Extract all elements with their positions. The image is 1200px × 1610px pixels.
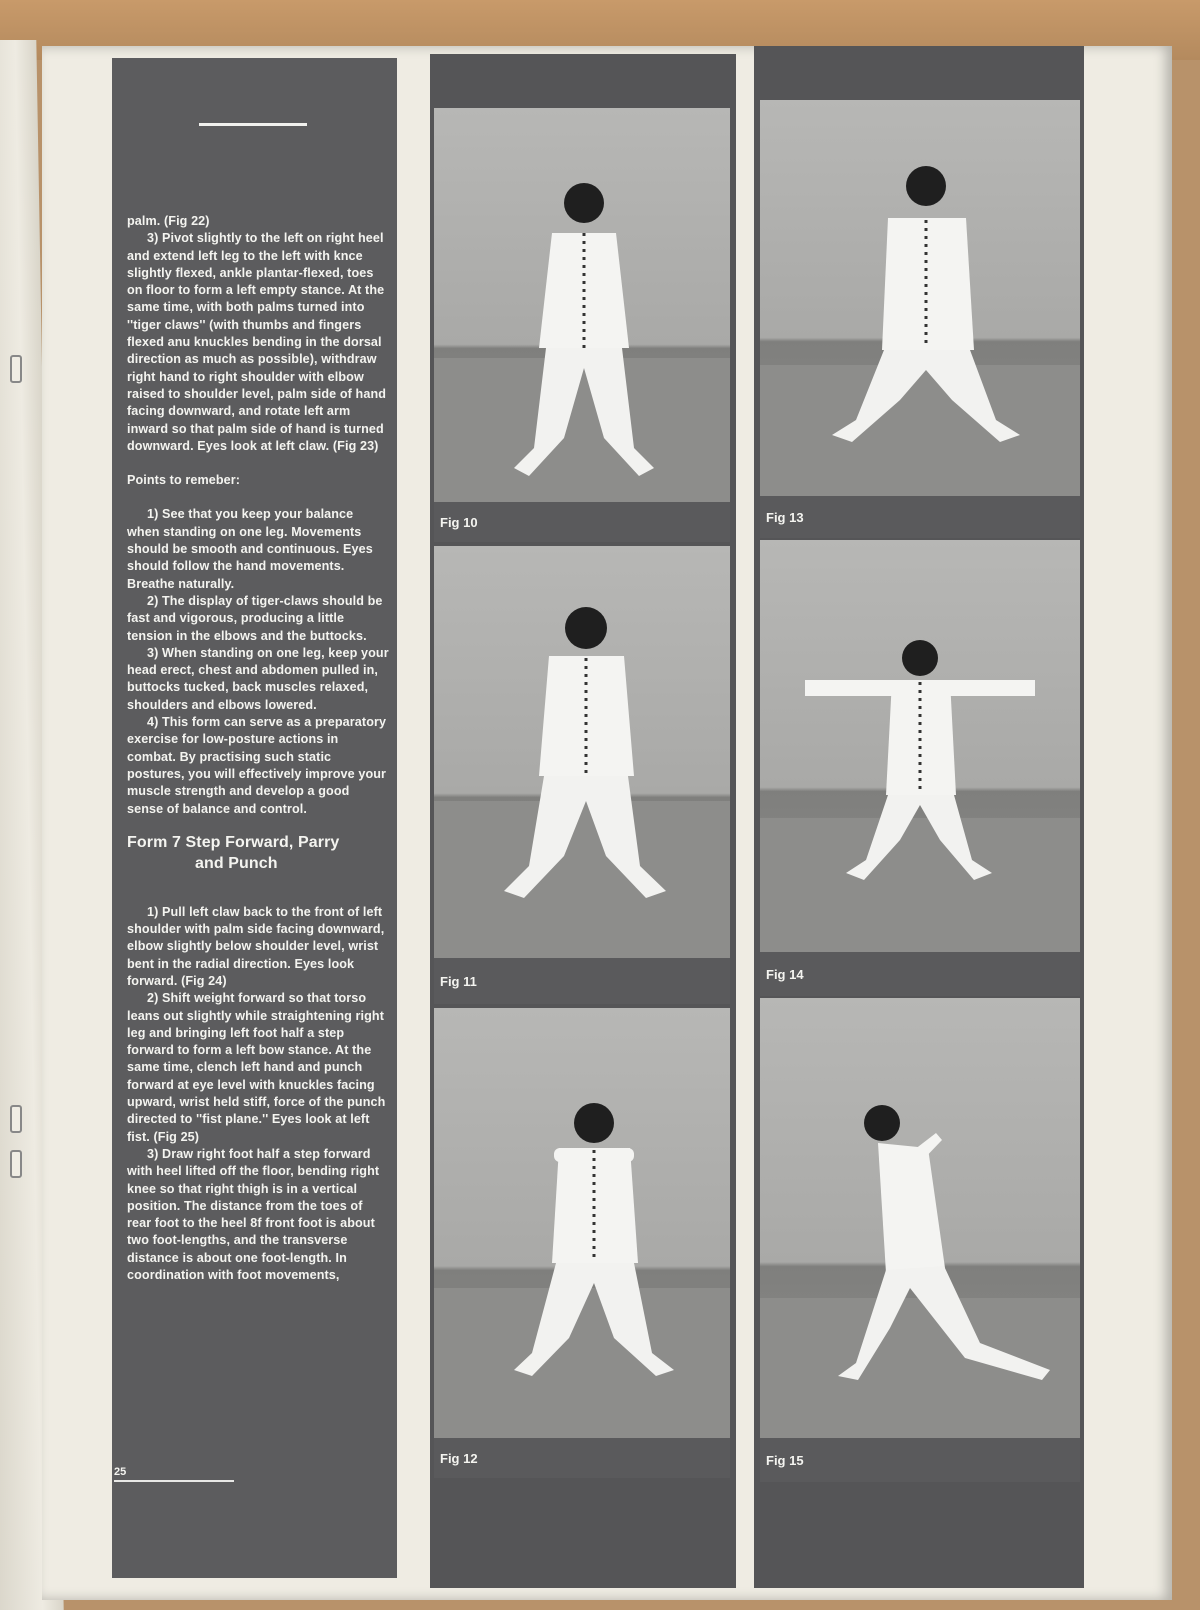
paragraph: 3) Pivot slightly to the left on right heel and extend left leg to the left with knce slightly flexed, ankle plantar-flexed, toes on floor to form a left empty stance. At the same time, with both palms turned into ''tiger claws'' (with thumbs and fingers flexed anu knuckles bending in the dorsal direction as much as possible), withdraw right hand to right shoulder with elbow raised to shoulder level, palm side of hand facing downward, and rotate left arm inward so that palm side of hand is turned downward. Eyes look at left claw. (Fig 23)	[127, 231, 387, 453]
figure-illustration	[434, 546, 730, 958]
figure-illustration	[760, 998, 1080, 1438]
figure-caption: Fig 15	[760, 1438, 1080, 1482]
figure-caption: Fig 10	[434, 502, 730, 542]
header-rule	[199, 123, 307, 126]
paragraph: 1) Pull left claw back to the front of left shoulder with palm side facing downward, elbow slightly below shoulder level, wrist bent in the radial direction. Eyes look forward. (Fig 24)	[127, 904, 385, 988]
paragraph: 4) This form can serve as a preparatory exercise for low-posture actions in combat. By practising such static postures, you will effectively improve your muscle strength and develop a good sense of balance and control.	[127, 715, 387, 816]
body-text	[127, 213, 389, 1284]
figure-caption: Fig 13	[760, 496, 1080, 538]
figure-caption: Fig 11	[434, 958, 730, 1004]
text-column	[112, 58, 397, 1578]
form-heading-line2: and Punch	[195, 854, 278, 872]
paragraph: 2) Shift weight forward so that torso leans out slightly while straightening right leg and bringing left foot half a step forward to form a left bow stance. At the same time, clench left hand and punch forward at eye level with knuckles facing upward, wrist held stiff, force of the punch directed to ''fist plane.'' Eyes look at left fist. (Fig 25)	[127, 991, 386, 1144]
page-number-rule	[114, 1480, 234, 1482]
figure-photo	[760, 100, 1080, 496]
figure-illustration	[434, 1008, 730, 1438]
points-heading: Points to remeber:	[127, 473, 241, 488]
paragraph: palm. (Fig 22)	[127, 214, 210, 228]
figure-illustration	[434, 108, 730, 502]
figure-photo	[434, 108, 730, 502]
paragraph: 3) Draw right foot half a step forward with heel lifted off the floor, bending right knee so that right thigh is in a vertical position. The distance from the toes of rear foot to the heel 8f front foot is about two foot-lengths, and the transverse distance is about one foot-length. In coordination with foot movements,	[127, 1146, 380, 1283]
form-heading	[127, 832, 389, 874]
paragraph: 3) When standing on one leg, keep your head erect, chest and abdomen pulled in, buttocks tucked, back muscles relaxed, shoulders and elbows lowered.	[127, 645, 389, 712]
binding-mark	[10, 1150, 22, 1178]
page-number: 25	[114, 1466, 127, 1478]
figure-photo	[760, 540, 1080, 952]
paragraph: 2) The display of tiger-claws should be fast and vigorous, producing a little tension in the elbows and the buttocks.	[127, 593, 383, 643]
binding-mark	[10, 355, 22, 383]
figure-caption: Fig 14	[760, 952, 1080, 996]
figure-photo	[760, 998, 1080, 1438]
paragraph: 1) See that you keep your balance when standing on one leg. Movements should be smooth and continuous. Eyes should follow the hand movements. Breathe naturally.	[127, 507, 373, 591]
figure-photo	[434, 546, 730, 958]
figure-illustration	[760, 100, 1080, 496]
figure-caption: Fig 12	[434, 1438, 730, 1478]
book-page	[42, 46, 1172, 1600]
binding-mark	[10, 1105, 22, 1133]
figure-illustration	[760, 540, 1080, 952]
figure-photo	[434, 1008, 730, 1438]
form-heading-line1: Form 7 Step Forward, Parry	[127, 833, 340, 851]
